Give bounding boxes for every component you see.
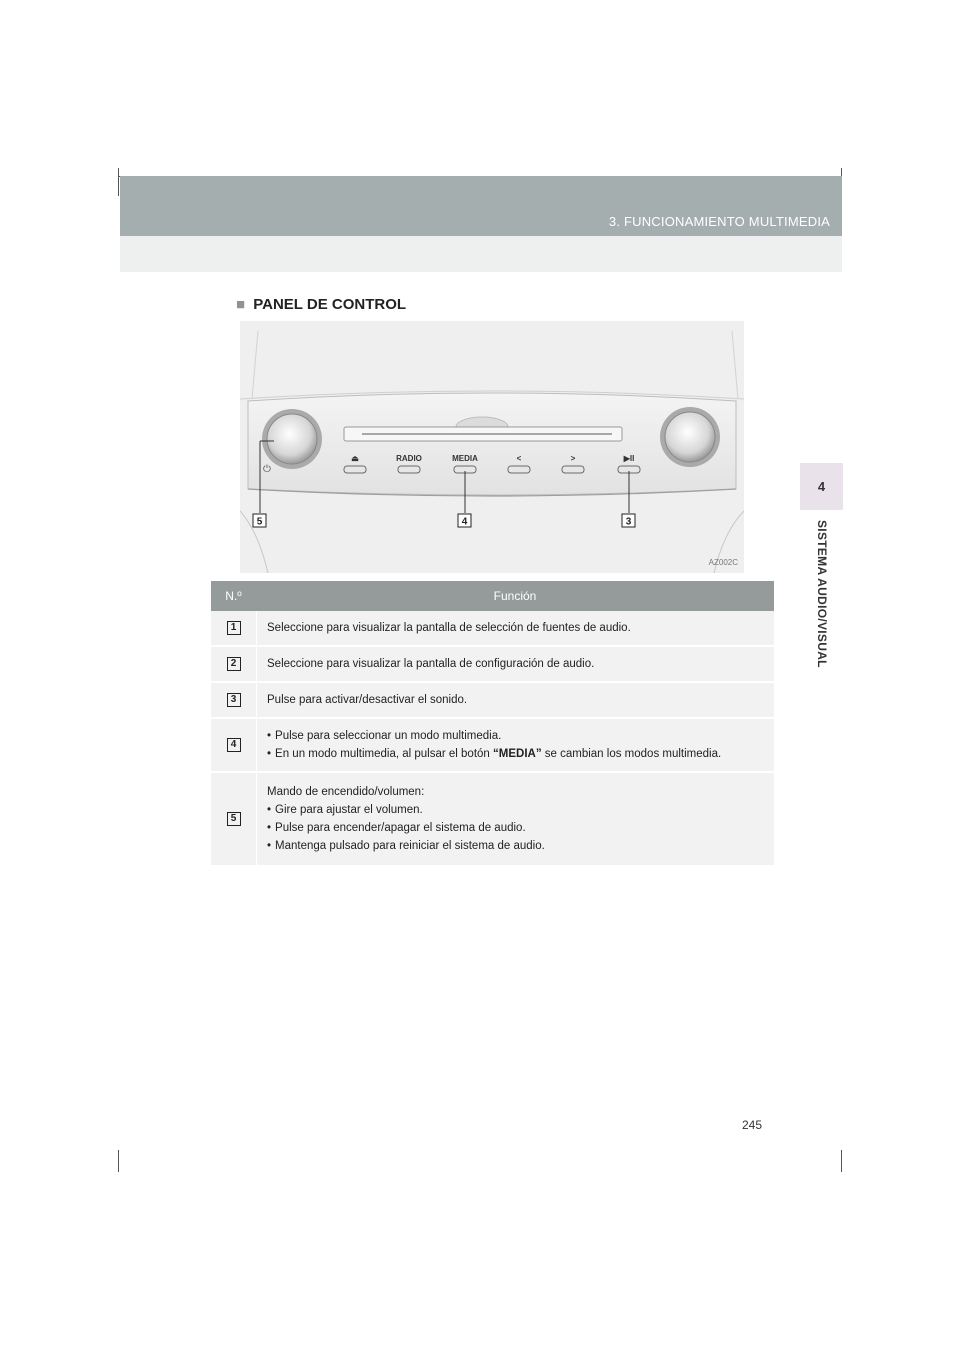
header-function: Función xyxy=(493,589,537,603)
row-intro: Mando de encendido/volumen: xyxy=(267,786,425,798)
eject-icon: ⏏ xyxy=(351,454,359,463)
row-bullet: • Pulse para encender/apagar el sistema de audio. xyxy=(267,819,766,837)
table-row xyxy=(211,611,774,647)
crop-mark xyxy=(118,1150,119,1172)
row-number: 2 xyxy=(227,657,241,671)
chapter-label xyxy=(812,520,832,680)
chapter-number: 4 xyxy=(817,479,826,494)
table-row xyxy=(211,719,774,773)
row-text: Pulse para activar/desactivar el sonido. xyxy=(256,683,774,717)
next-icon: > xyxy=(570,454,576,463)
function-table xyxy=(211,581,774,867)
callout-4: 4 xyxy=(461,516,468,528)
callout-5: 5 xyxy=(256,516,263,528)
table-row xyxy=(211,647,774,683)
section-heading xyxy=(236,296,406,313)
row-number: 3 xyxy=(227,693,241,707)
row-text: Seleccione para visualizar la pantalla de selección de fuentes de audio. xyxy=(256,611,774,645)
table-row xyxy=(211,773,774,867)
page-number: 245 xyxy=(742,1118,763,1132)
media-button-label: MEDIA xyxy=(452,454,478,463)
row-number: 5 xyxy=(227,812,241,826)
crop-mark xyxy=(118,168,119,196)
row-number: 1 xyxy=(227,621,241,635)
control-panel-figure xyxy=(240,321,744,573)
control-panel-illustration xyxy=(240,321,744,573)
header-title: 3. FUNCIONAMIENTO MULTIMEDIA xyxy=(608,214,830,229)
chapter-tab xyxy=(800,463,843,510)
row-text: Seleccione para visualizar la pantalla de configuración de audio. xyxy=(256,647,774,681)
row-bullet: • En un modo multimedia, al pulsar el botón “MEDIA” se cambian los modos multimedia. xyxy=(267,745,766,763)
row-bullet: • Mantenga pulsado para reiniciar el sistema de audio. xyxy=(267,837,766,855)
row-number: 4 xyxy=(227,738,241,752)
svg-text:⏻: ⏻ xyxy=(263,464,271,475)
header-subband xyxy=(120,236,842,272)
previous-icon: < xyxy=(516,454,522,463)
row-text xyxy=(256,719,774,771)
radio-button-label: RADIO xyxy=(396,454,422,463)
row-bullet: • Gire para ajustar el volumen. xyxy=(267,801,766,819)
section-title-text: PANEL DE CONTROL xyxy=(253,296,407,313)
table-header xyxy=(211,581,774,611)
row-bullet: • Pulse para seleccionar un modo multimedia. xyxy=(267,727,766,745)
table-row xyxy=(211,683,774,719)
square-bullet-icon: ■ xyxy=(236,296,246,313)
play-pause-icon: ▶II xyxy=(623,454,635,463)
chapter-label-text: SISTEMA AUDIO/VISUAL xyxy=(815,520,829,668)
callout-3: 3 xyxy=(625,516,632,528)
page-header xyxy=(120,176,842,236)
crop-mark xyxy=(841,1150,842,1172)
figure-code: AZ002C xyxy=(708,558,738,567)
header-number: N.º xyxy=(225,589,242,603)
row-text xyxy=(256,773,774,865)
